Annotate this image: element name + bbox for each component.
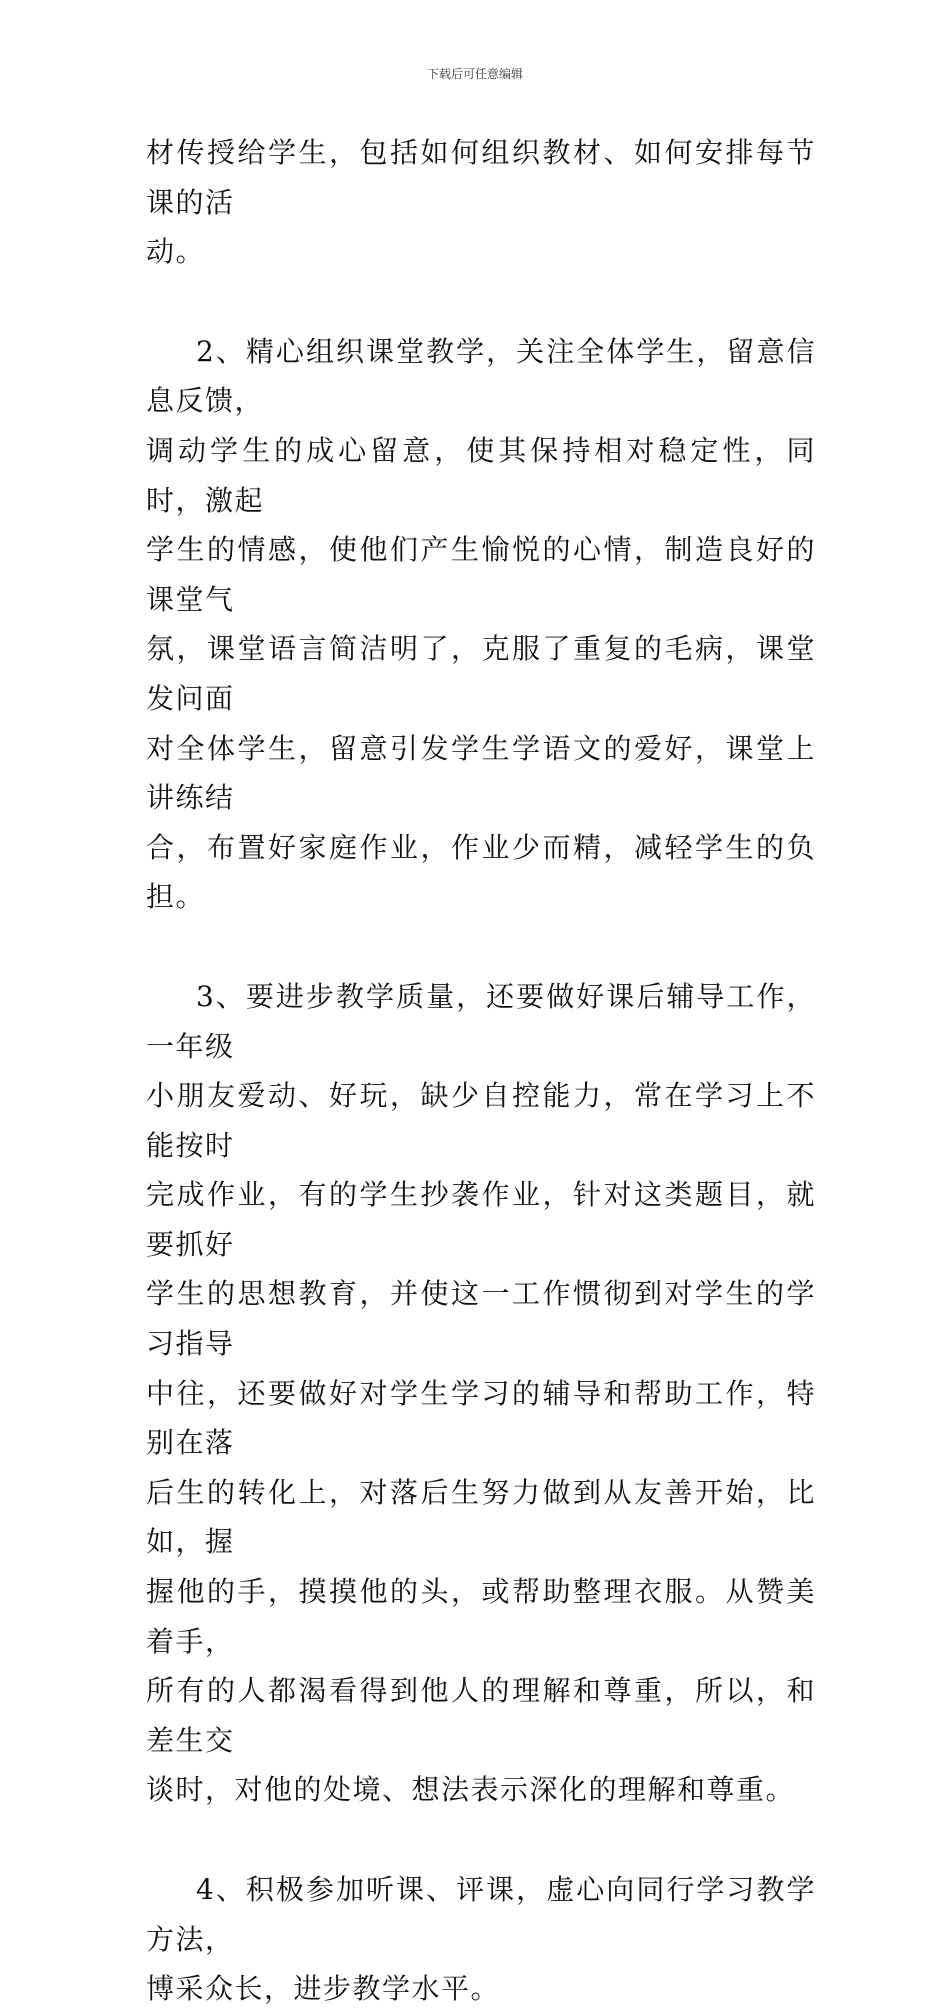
document-body [146,128,816,2014]
text-line: 小朋友爱动、好玩，缺少自控能力，常在学习上不能按时 [146,1079,816,1162]
text-line: 完成作业，有的学生抄袭作业，针对这类题目，就要抓好 [146,1178,816,1261]
text-line: 3、要进步教学质量，还要做好课后辅导工作，一年级 [146,979,816,1063]
paragraph-gap [146,1815,816,1865]
text-line: 博采众长，进步教学水平。 [146,1972,501,2006]
text-line: 谈时，对他的处境、想法表示深化的理解和尊重。 [146,1773,796,1807]
text-line: 动。 [146,235,206,269]
text-line: 合，布置好家庭作业，作业少而精，减轻学生的负担。 [146,830,816,914]
paragraph-item-3 [146,972,816,1815]
text-line: 学生的情感，使他们产生愉悦的心情，制造良好的课堂气 [146,533,816,616]
text-line: 握他的手，摸摸他的头，或帮助整理衣服。从赞美着手， [146,1575,816,1658]
paragraph-continuation [146,128,816,277]
text-line: 后生的转化上，对落后生努力做到从友善开始，比如，握 [146,1475,816,1559]
text-line: 氛，课堂语言简洁明了，克服了重复的毛病，课堂发问面 [146,632,816,715]
paragraph-item-2 [146,327,816,922]
paragraph-item-4 [146,1865,816,2014]
text-line: 对全体学生，留意引发学生学语文的爱好，课堂上讲练结 [146,731,816,815]
paragraph-gap [146,277,816,327]
text-line: 4、积极参加听课、评课，虚心向同行学习教学方法， [146,1873,816,1956]
text-line: 材传授给学生，包括如何组织教材、如何安排每节课的活 [146,136,816,219]
text-line: 学生的思想教育，并使这一工作惯彻到对学生的学习指导 [146,1277,816,1361]
paragraph-gap [146,922,816,972]
text-line: 所有的人都渴看得到他人的理解和尊重，所以，和差生交 [146,1674,816,1757]
page-header: 下载后可任意编辑 [426,67,523,81]
text-line: 中往，还要做好对学生学习的辅导和帮助工作，特别在落 [146,1376,816,1460]
text-line: 2、精心组织课堂教学，关注全体学生，留意信息反馈， [146,334,816,418]
text-line: 调动学生的成心留意，使其保持相对稳定性，同时，激起 [146,433,816,517]
